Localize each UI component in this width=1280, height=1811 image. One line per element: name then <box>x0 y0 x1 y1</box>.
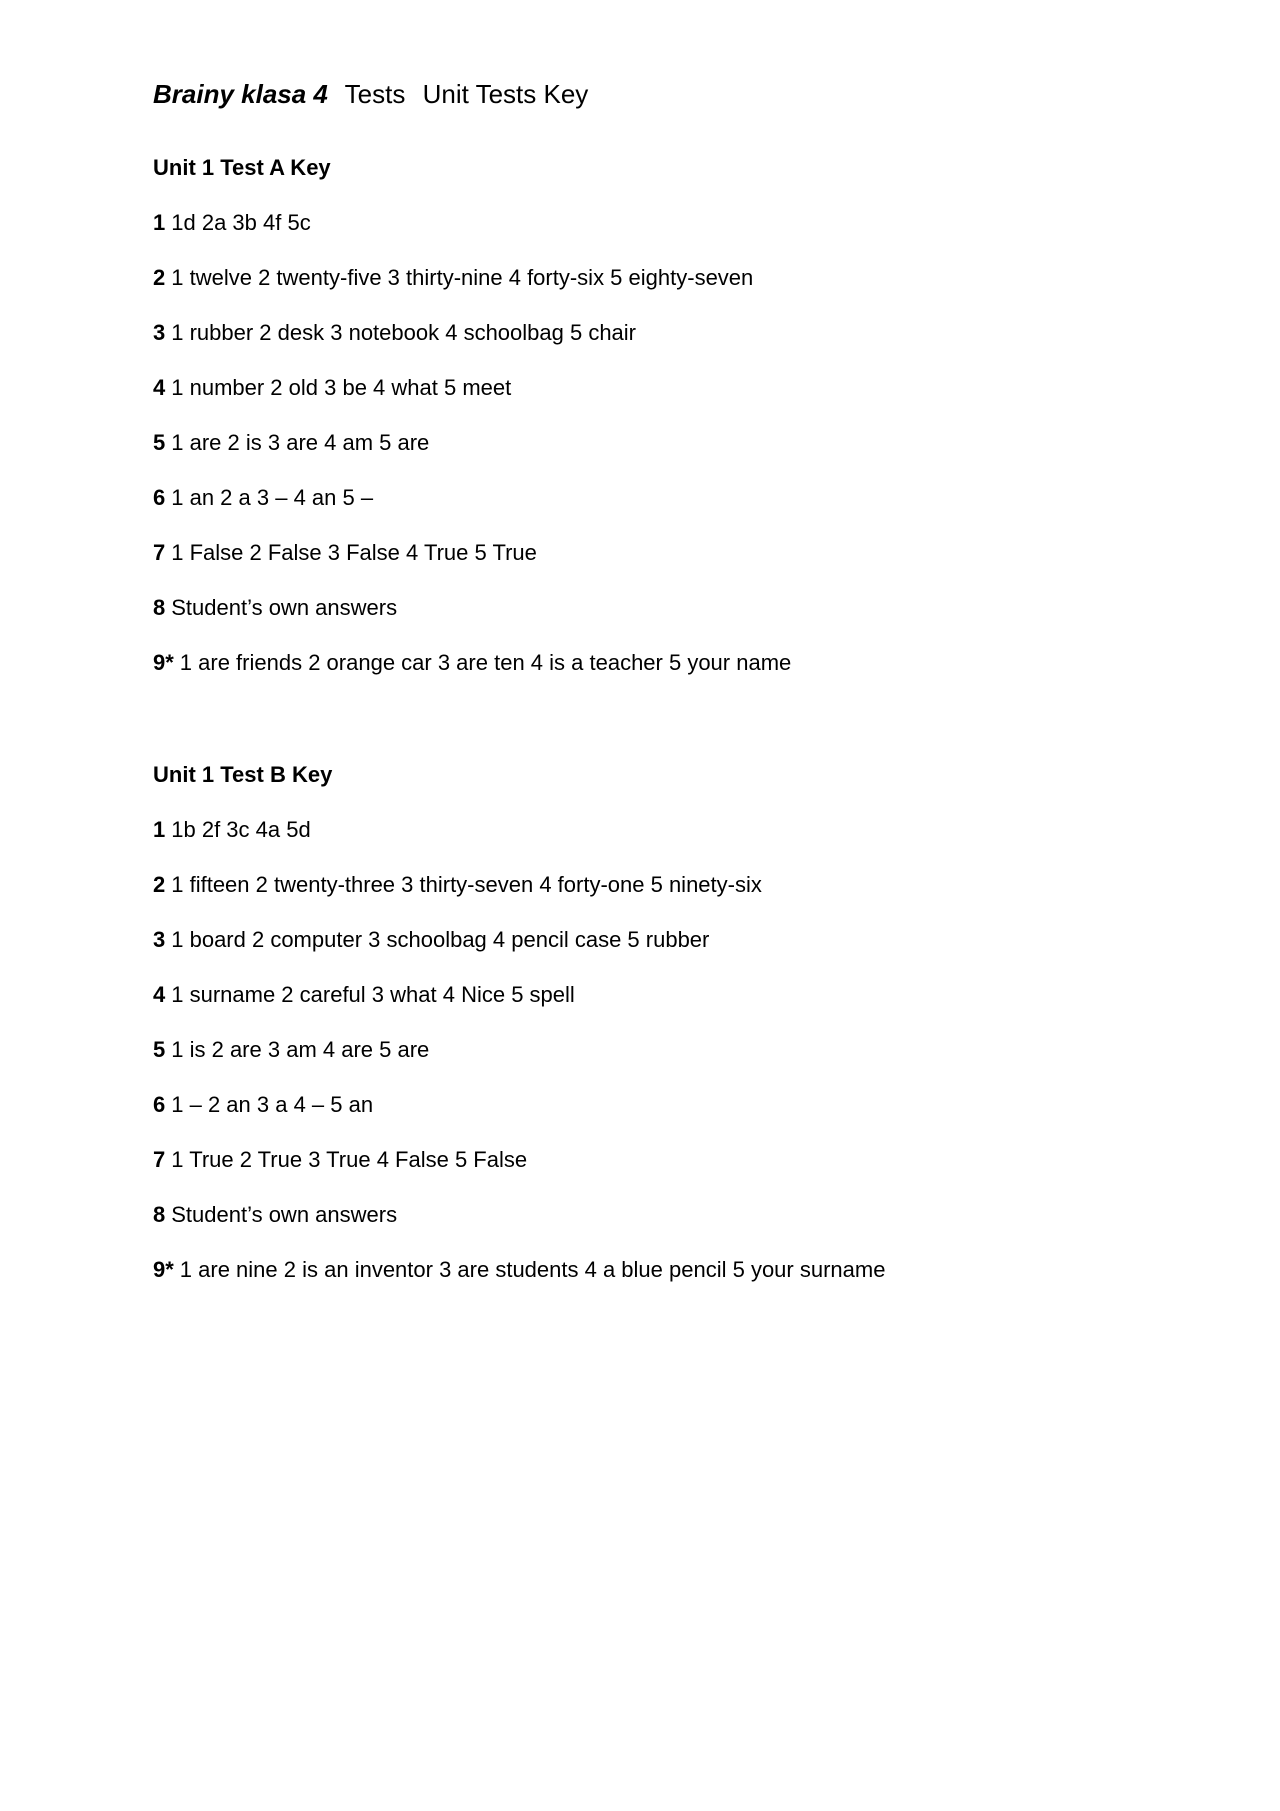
answer-text: 1 twelve 2 twenty-five 3 thirty-nine 4 forty-six 5 eighty-seven <box>171 265 754 290</box>
exercise-number: 4 <box>153 375 166 400</box>
exercise-number: 1 <box>153 817 166 842</box>
answer-line-8 <box>153 593 1203 648</box>
answer-line-7 <box>153 1145 1203 1200</box>
answer-text: 1 rubber 2 desk 3 notebook 4 schoolbag 5 chair <box>171 320 637 345</box>
exercise-number: 5 <box>153 430 166 455</box>
answer-line-3 <box>153 925 1203 980</box>
section-heading: Unit 1 Test A Key <box>153 155 331 180</box>
answer-line-9 <box>153 1255 1203 1310</box>
answer-text: 1 fifteen 2 twenty-three 3 thirty-seven 4 forty-one 5 ninety-six <box>171 872 762 897</box>
exercise-number: 8 <box>153 595 166 620</box>
answer-text: 1 number 2 old 3 be 4 what 5 meet <box>171 375 512 400</box>
exercise-number: 2 <box>153 872 166 897</box>
exercise-number: 9* <box>153 1257 174 1282</box>
answer-text: 1 is 2 are 3 am 4 are 5 are <box>171 1037 430 1062</box>
document-title-brand: Brainy klasa 4 <box>153 79 328 109</box>
document-title-tests: Tests <box>344 79 406 109</box>
section-heading: Unit 1 Test B Key <box>153 762 333 787</box>
answer-line-8 <box>153 1200 1203 1255</box>
answer-line-5 <box>153 1035 1203 1090</box>
exercise-number: 1 <box>153 210 166 235</box>
answer-line-1 <box>153 815 1203 870</box>
answer-text: 1 True 2 True 3 True 4 False 5 False <box>171 1147 528 1172</box>
answer-text: Student’s own answers <box>171 1202 398 1227</box>
answer-line-5 <box>153 428 1203 483</box>
exercise-number: 5 <box>153 1037 166 1062</box>
answer-text: 1 an 2 a 3 – 4 an 5 – <box>171 485 374 510</box>
exercise-number: 9* <box>153 650 174 675</box>
answer-line-2 <box>153 263 1203 318</box>
answer-line-4 <box>153 373 1203 428</box>
answer-text: 1b 2f 3c 4a 5d <box>171 817 311 842</box>
exercise-number: 6 <box>153 1092 166 1117</box>
answer-text: 1 are nine 2 is an inventor 3 are students 4 a blue pencil 5 your surname <box>179 1257 886 1282</box>
answer-text: 1d 2a 3b 4f 5c <box>171 210 311 235</box>
exercise-number: 3 <box>153 927 166 952</box>
answer-text: 1 board 2 computer 3 schoolbag 4 pencil case 5 rubber <box>171 927 710 952</box>
answer-line-6 <box>153 1090 1203 1145</box>
document-title-key: Unit Tests Key <box>422 79 589 109</box>
exercise-number: 2 <box>153 265 166 290</box>
answer-line-9 <box>153 648 1203 703</box>
section-test-b <box>153 760 1203 1310</box>
section-test-a <box>153 153 1203 703</box>
exercise-number: 3 <box>153 320 166 345</box>
exercise-number: 6 <box>153 485 166 510</box>
answer-text: 1 are friends 2 orange car 3 are ten 4 is a teacher 5 your name <box>179 650 792 675</box>
answer-line-4 <box>153 980 1203 1035</box>
exercise-number: 7 <box>153 1147 166 1172</box>
answer-text: 1 surname 2 careful 3 what 4 Nice 5 spell <box>171 982 575 1007</box>
exercise-number: 4 <box>153 982 166 1007</box>
answer-text: 1 are 2 is 3 are 4 am 5 are <box>171 430 430 455</box>
answer-text: 1 False 2 False 3 False 4 True 5 True <box>171 540 537 565</box>
exercise-number: 8 <box>153 1202 166 1227</box>
exercise-number: 7 <box>153 540 166 565</box>
answer-line-3 <box>153 318 1203 373</box>
answer-line-7 <box>153 538 1203 593</box>
answer-text: Student’s own answers <box>171 595 398 620</box>
answer-line-6 <box>153 483 1203 538</box>
answer-line-1 <box>153 208 1203 263</box>
answer-text: 1 – 2 an 3 a 4 – 5 an <box>171 1092 374 1117</box>
document-title <box>153 76 588 112</box>
answer-line-2 <box>153 870 1203 925</box>
